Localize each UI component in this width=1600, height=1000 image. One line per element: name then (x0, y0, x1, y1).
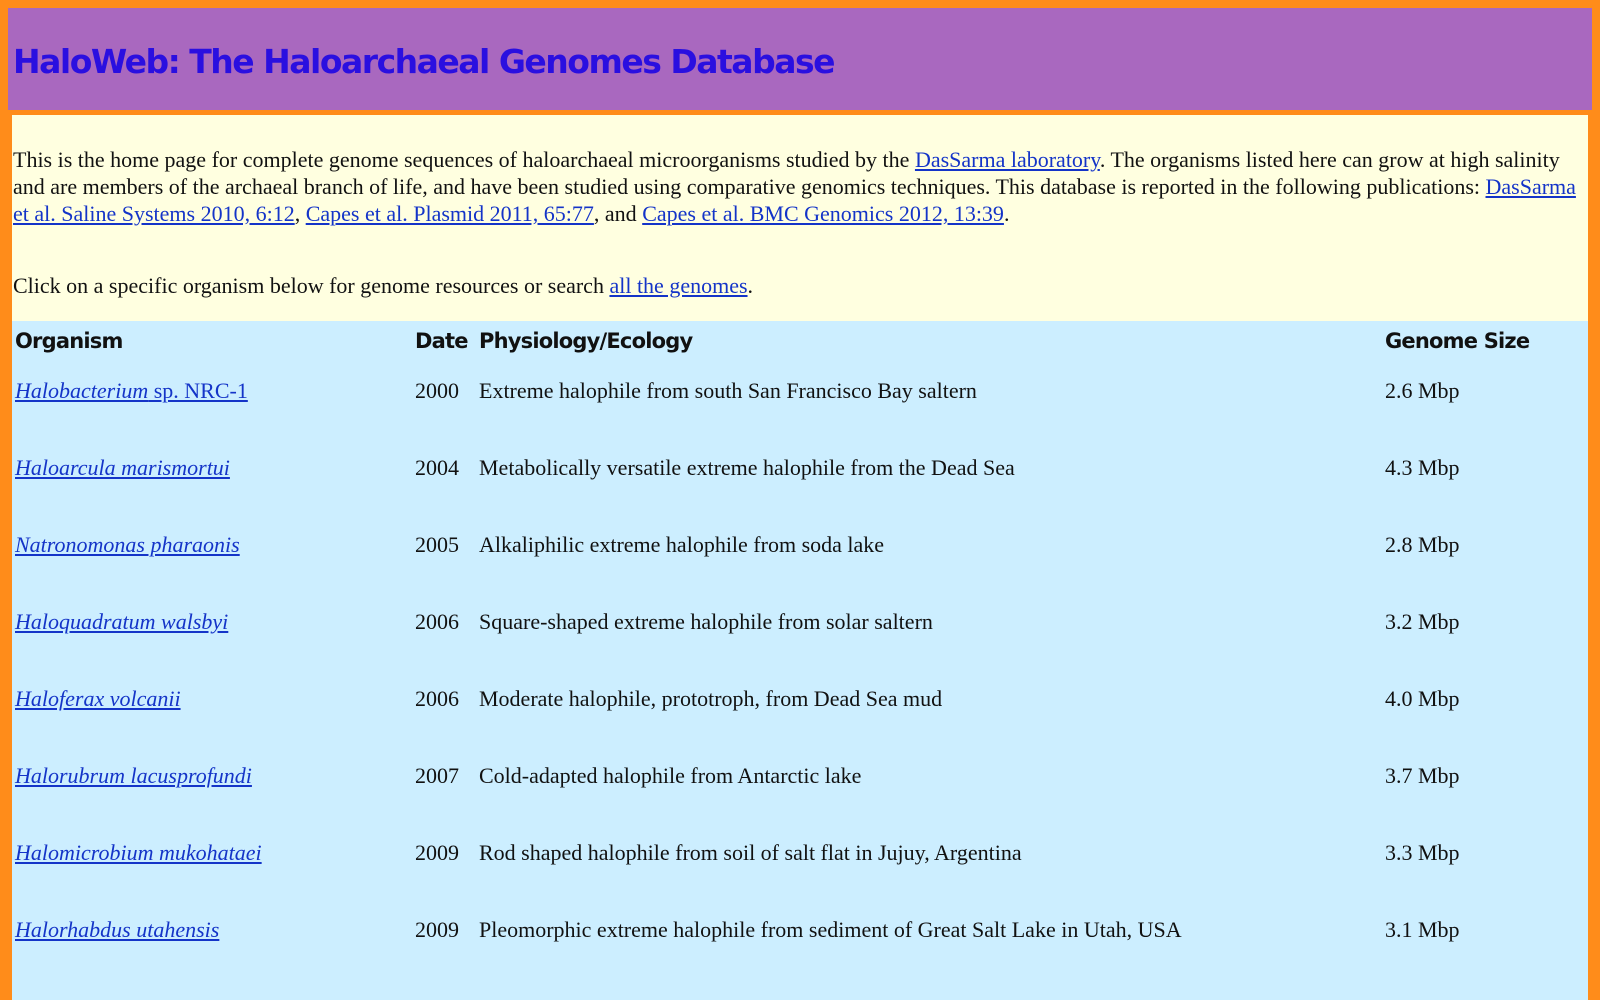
organism-name: Haloarcula marismortui (15, 455, 230, 480)
date-cell: 2005 (415, 532, 459, 557)
genome-size-cell: 3.2 Mbp (1385, 609, 1460, 634)
search-text: Click on a specific organism below for genome resources or search (13, 273, 610, 298)
physiology-cell: Moderate halophile, prototroph, from Dead Sea mud (479, 686, 943, 711)
organism-link[interactable] (15, 686, 181, 711)
organism-cell (15, 840, 262, 866)
publication-link-plasmid[interactable]: Capes et al. Plasmid 2011, 65:77 (305, 201, 594, 226)
date-cell: 2004 (415, 455, 459, 480)
date-cell: 2006 (415, 686, 459, 711)
publication-link-bmc-genomics[interactable]: Capes et al. BMC Genomics 2012, 13:39 (642, 201, 1004, 226)
organism-name: Haloquadratum walsbyi (15, 609, 229, 634)
organism-strain: sp. NRC-1 (148, 378, 248, 403)
physiology-cell: Metabolically versatile extreme halophile from the Dead Sea (479, 455, 1015, 480)
genome-size-cell: 3.3 Mbp (1385, 840, 1460, 865)
organism-cell (15, 455, 230, 481)
organism-cell (15, 917, 219, 943)
physiology-cell: Pleomorphic extreme halophile from sediment of Great Salt Lake in Utah, USA (479, 917, 1182, 942)
publication-link-saline-systems[interactable]: DasSarma et al. Saline Systems 2010, 6:12 (13, 174, 1576, 226)
genome-size-cell: 2.6 Mbp (1385, 378, 1460, 403)
organism-link[interactable] (15, 609, 228, 634)
intro-section (12, 115, 1588, 327)
separator: , and (593, 201, 643, 226)
genome-size-cell: 2.8 Mbp (1385, 532, 1460, 557)
organism-cell (15, 532, 240, 558)
organism-cell (15, 763, 252, 789)
organism-name: Haloferax volcanii (15, 686, 181, 711)
organism-link[interactable] (15, 917, 219, 942)
punctuation: . (747, 273, 754, 298)
date-cell: 2006 (415, 609, 459, 634)
organism-name: Halomicrobium mukohataei (15, 840, 262, 865)
dassarma-lab-link[interactable]: DasSarma laboratory (914, 147, 1100, 172)
organism-link[interactable] (15, 455, 230, 480)
physiology-cell: Square-shaped extreme halophile from solar saltern (479, 609, 933, 634)
page-header (8, 8, 1592, 110)
organism-link[interactable] (15, 840, 262, 865)
organism-cell (15, 686, 181, 712)
physiology-cell: Rod shaped halophile from soil of salt flat in Jujuy, Argentina (479, 840, 1022, 865)
organism-name: Natronomonas pharaonis (15, 532, 240, 557)
organism-cell (15, 609, 228, 635)
intro-text-cont: . The organisms listed here can grow at high salinity and are members of the archaeal branch of life, and have been studied using comparative genomics techniques. This database is reported in the following publications: (13, 147, 1560, 199)
physiology-cell: Extreme halophile from south San Francisco Bay saltern (479, 378, 977, 403)
punctuation: . (1003, 201, 1010, 226)
physiology-cell: Alkaliphilic extreme halophile from soda lake (479, 532, 885, 557)
physiology-cell: Cold-adapted halophile from Antarctic lake (479, 763, 862, 788)
organism-cell (15, 378, 248, 404)
date-cell: 2009 (415, 917, 459, 942)
organism-name: Halobacterium (15, 378, 149, 403)
date-cell: 2007 (415, 763, 459, 788)
separator: , (294, 201, 306, 226)
genome-size-cell: 3.1 Mbp (1385, 917, 1460, 942)
search-paragraph (13, 272, 1585, 299)
organism-name: Halorubrum lacusprofundi (15, 763, 252, 788)
organism-link[interactable] (15, 378, 248, 403)
all-genomes-link[interactable]: all the genomes (609, 273, 748, 298)
organism-table (12, 321, 1588, 1000)
organism-link[interactable] (15, 532, 240, 557)
genome-size-cell: 3.7 Mbp (1385, 763, 1460, 788)
column-header-physiology: Physiology/Ecology (479, 329, 693, 353)
date-cell: 2000 (415, 378, 459, 403)
organism-link[interactable] (15, 763, 252, 788)
genome-size-cell: 4.3 Mbp (1385, 455, 1460, 480)
column-header-organism: Organism (15, 329, 123, 353)
page-frame (8, 8, 1592, 1000)
page-title: HaloWeb: The Haloarchaeal Genomes Database (13, 42, 834, 81)
organism-name: Halorhabdus utahensis (15, 917, 220, 942)
intro-text: This is the home page for complete genome sequences of haloarchaeal microorganisms studied by the (13, 147, 915, 172)
date-cell: 2009 (415, 840, 459, 865)
column-header-date: Date (415, 329, 468, 353)
intro-paragraph (13, 146, 1585, 227)
column-header-genome-size: Genome Size (1385, 329, 1530, 353)
genome-size-cell: 4.0 Mbp (1385, 686, 1460, 711)
